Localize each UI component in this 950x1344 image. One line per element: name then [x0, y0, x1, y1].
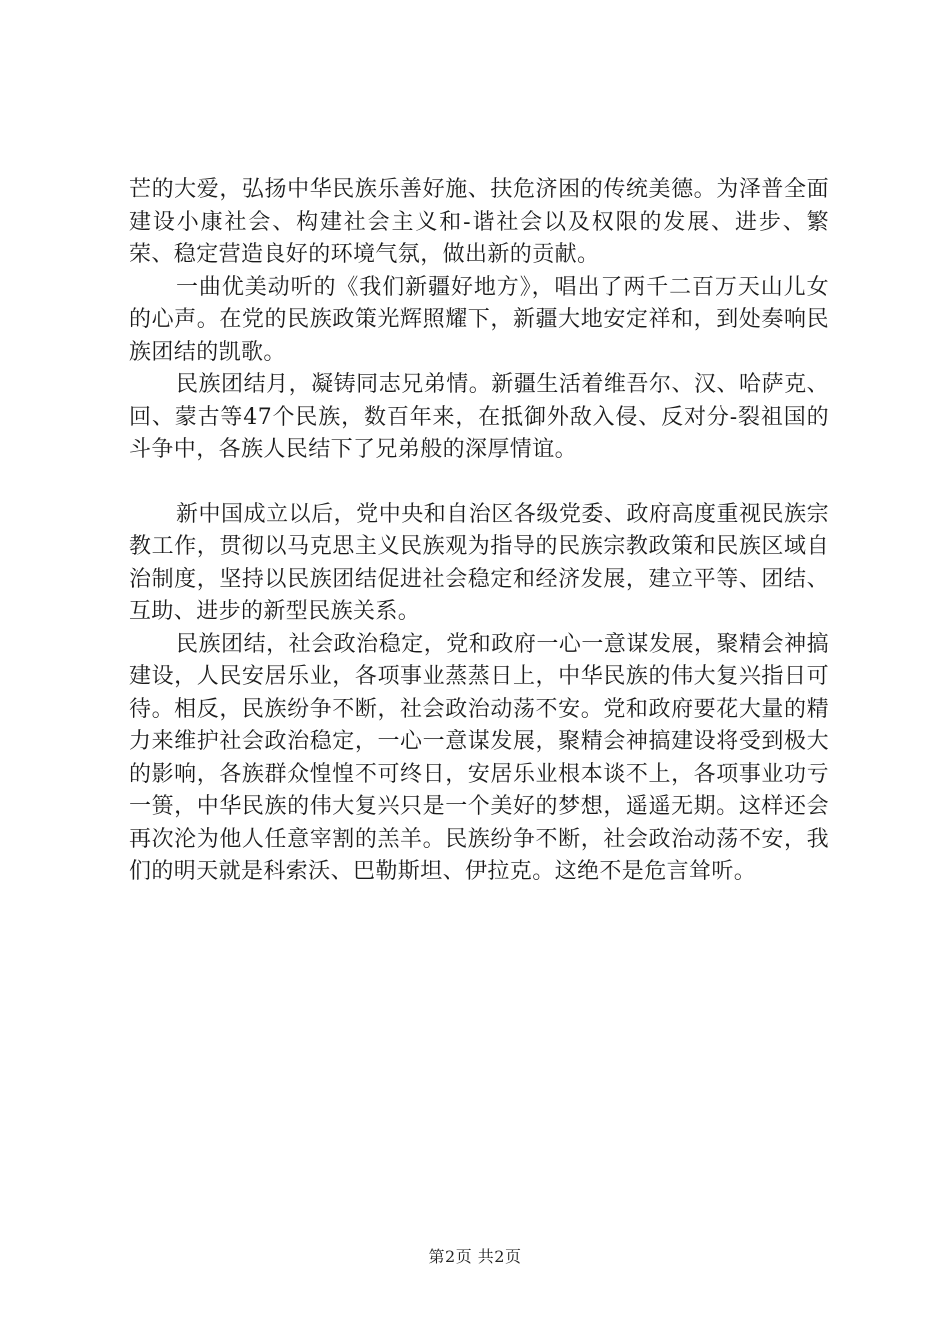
page-number-footer: 第2页 共2页: [428, 1247, 522, 1266]
paragraph-stability: 民族团结，社会政治稳定，党和政府一心一意谋发展，聚精会神搞建设，人民安居乐业，各项事业蒸蒸日上，中华民族的伟大复兴指日可待。相反，民族纷争不断，社会政治动荡不安。党和政府要花大量的精力来维护社会政治稳定，一心一意谋发展，聚精会神搞建设将受到极大的影响，各族群众惶惶不可终日，安居乐业根本谈不上，各项事业功亏一篑，中华民族的伟大复兴只是一个美好的梦想，遥遥无期。这样还会再次沦为他人任意宰割的羔羊。民族纷争不断，社会政治动荡不安，我们的明天就是科索沃、巴勒斯坦、伊拉克。这绝不是危言耸听。: [129, 631, 829, 884]
paragraph-continued: 芒的大爱，弘扬中华民族乐善好施、扶危济困的传统美德。为泽普全面建设小康社会、构建社会主义和-谐社会以及权限的发展、进步、繁荣、稳定营造良好的环境气氛，做出新的贡献。: [129, 177, 829, 267]
paragraph-new-china: 新中国成立以后，党中央和自治区各级党委、政府高度重视民族宗教工作，贯彻以马克思主义民族观为指导的民族宗教政策和民族区域自治制度，坚持以民族团结促进社会稳定和经济发展，建立平等、团结、互助、进步的新型民族关系。: [129, 501, 829, 624]
paragraph-song: 一曲优美动听的《我们新疆好地方》，唱出了两千二百万天山儿女的心声。在党的民族政策光辉照耀下，新疆大地安定祥和，到处奏响民族团结的凯歌。: [129, 274, 829, 365]
document-body: [129, 174, 829, 889]
paragraph-unity-month: 民族团结月，凝铸同志兄弟情。新疆生活着维吾尔、汉、哈萨克、回、蒙古等47个民族，数百年来，在抵御外敌入侵、反对分-裂祖国的斗争中，各族人民结下了兄弟般的深厚情谊。: [129, 372, 829, 462]
